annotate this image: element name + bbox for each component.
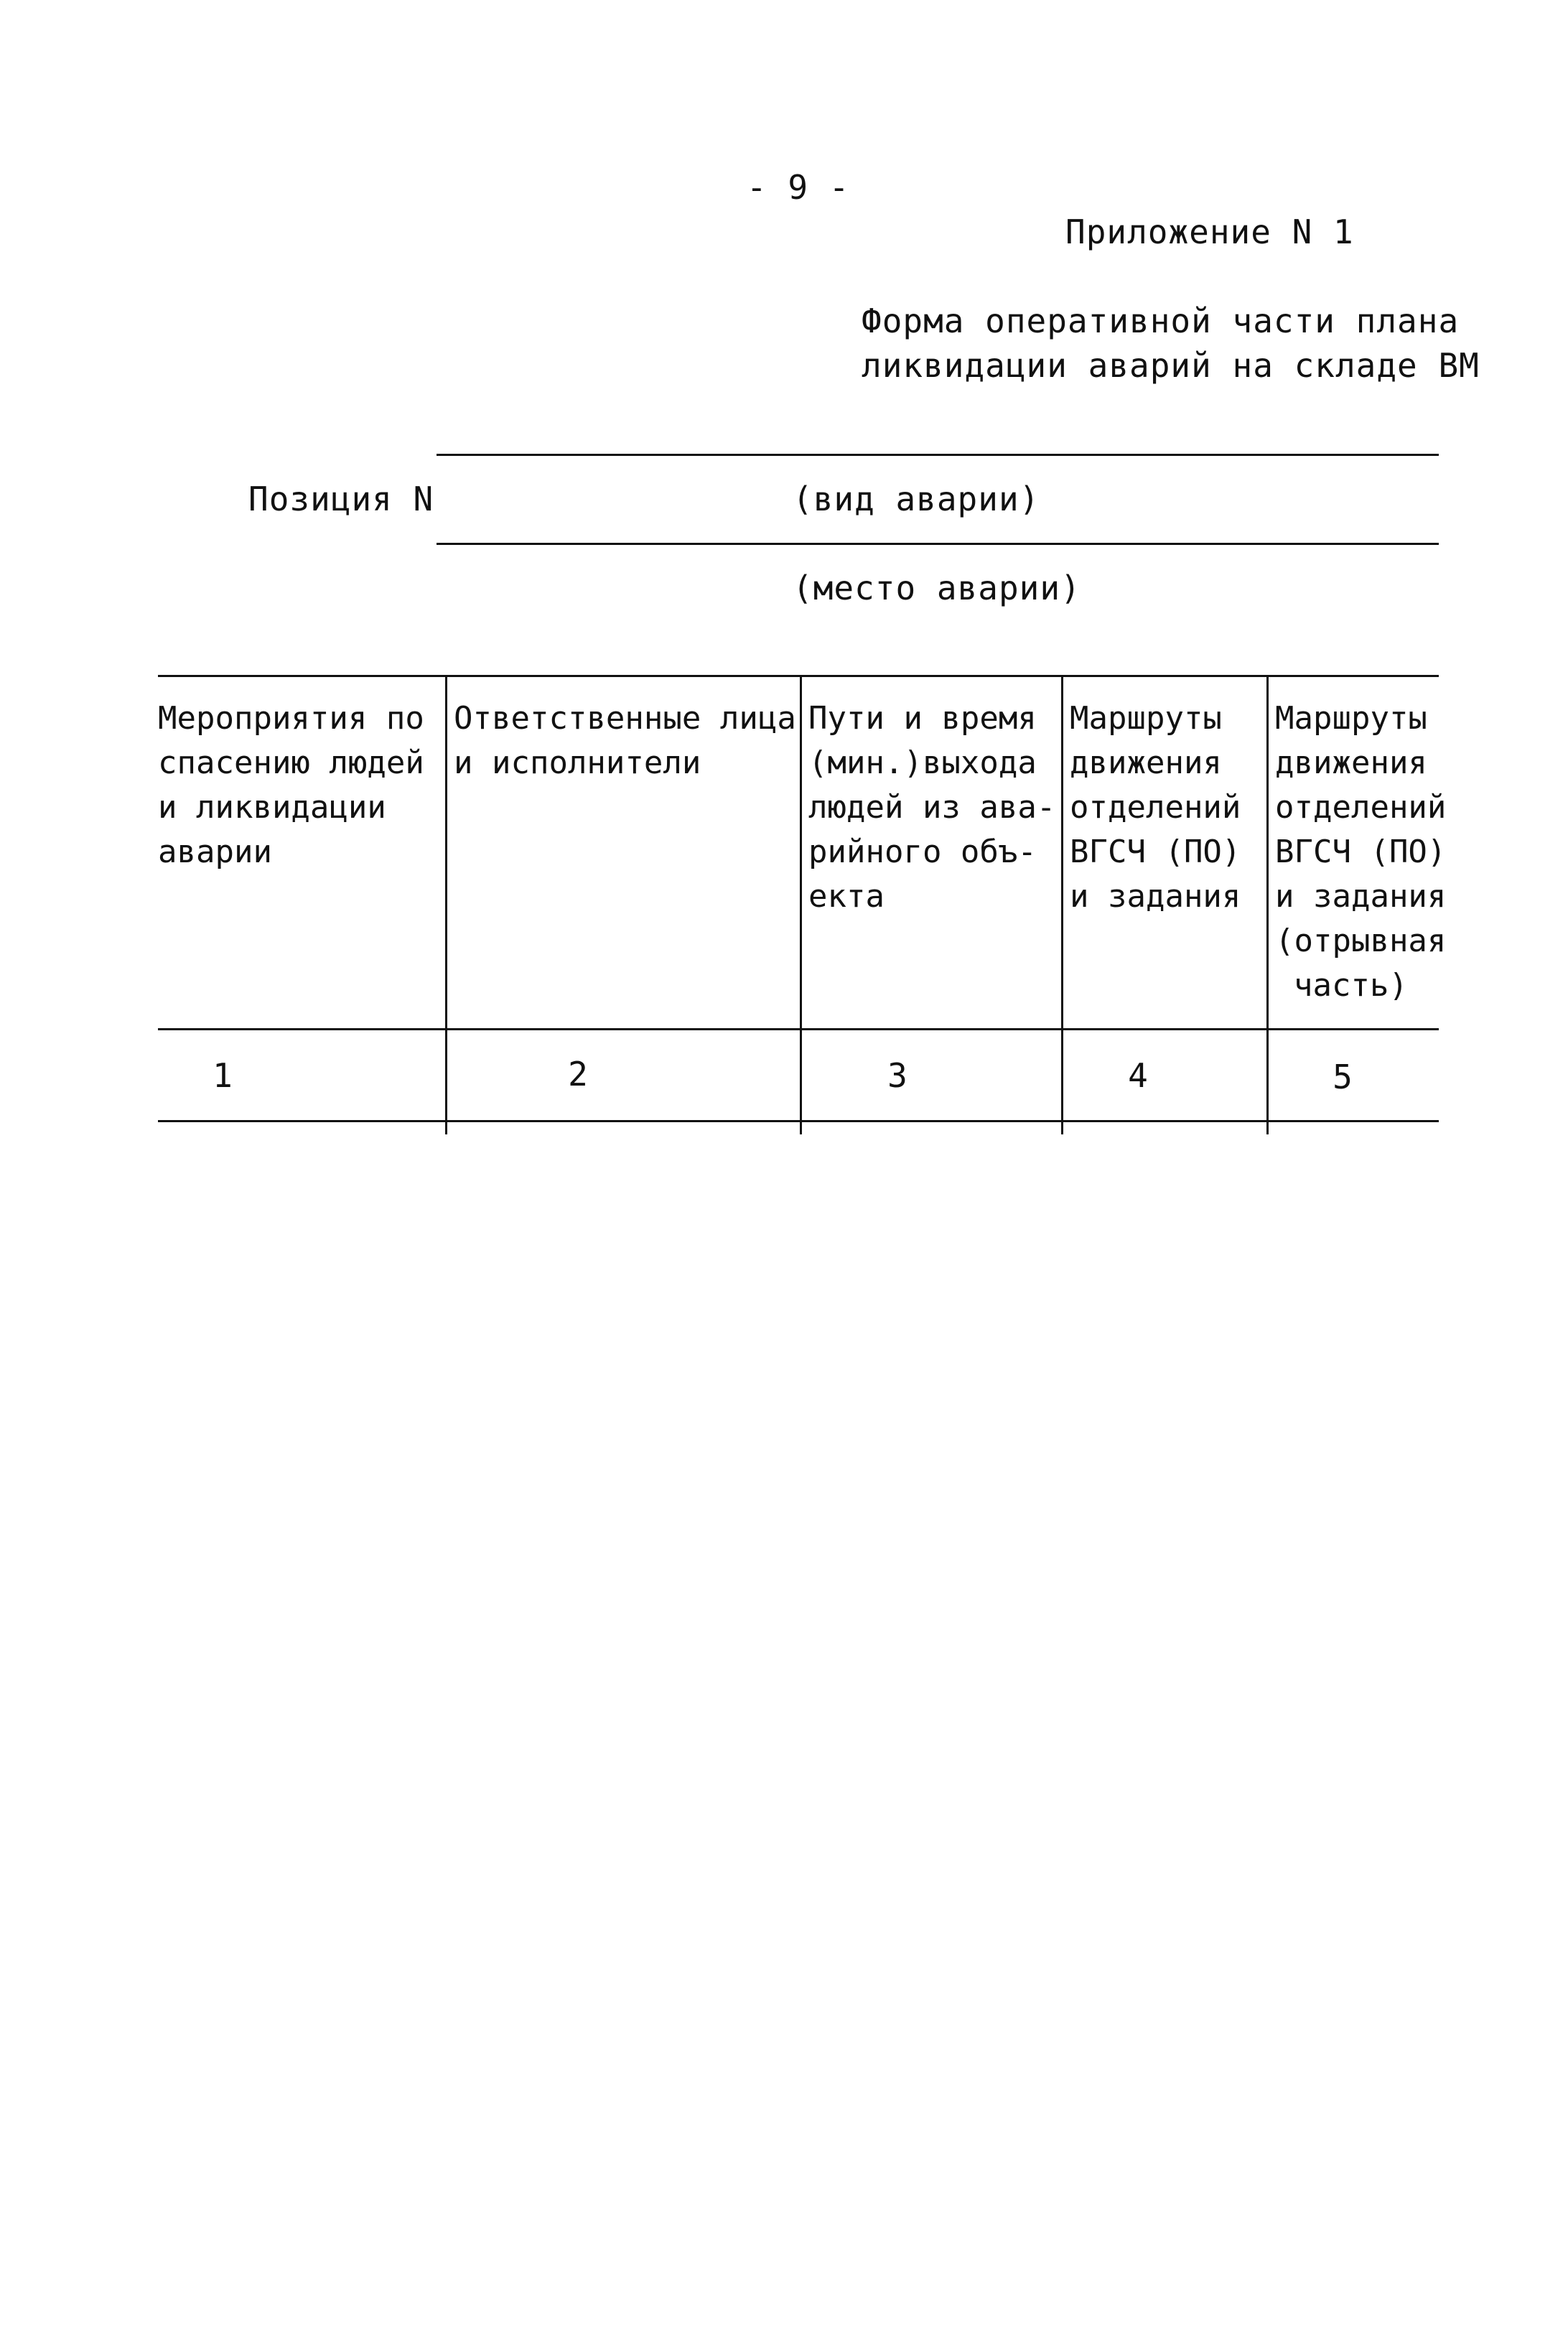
- column-number-2: 2: [568, 1055, 588, 1093]
- form-title-line-2: ликвидации аварий на складе ВМ: [862, 346, 1480, 385]
- header-line: Пути и время: [808, 700, 1037, 737]
- accident-type-line: [437, 454, 1439, 456]
- table-top-rule: [158, 675, 1439, 677]
- header-line: людей из ава-: [808, 789, 1056, 826]
- header-line: и задания: [1070, 878, 1241, 915]
- column-divider-3: [1061, 675, 1063, 1134]
- header-line: Ответственные лица: [454, 700, 796, 737]
- header-line: Мероприятия по: [158, 700, 424, 737]
- header-line: (отрывная: [1275, 923, 1447, 959]
- header-line: движения: [1070, 745, 1222, 781]
- header-line: рийного объ-: [808, 834, 1037, 870]
- header-line: ВГСЧ (ПО): [1070, 834, 1241, 870]
- column-divider-4: [1266, 675, 1269, 1134]
- header-line: Маршруты: [1275, 700, 1427, 737]
- page-number: - 9 -: [747, 168, 850, 207]
- column-divider-1: [445, 675, 447, 1134]
- column-number-1: 1: [213, 1056, 233, 1095]
- header-line: и задания: [1275, 878, 1447, 915]
- header-line: спасению людей: [158, 745, 424, 781]
- form-title-line-1: Форма оперативной части плана: [862, 302, 1460, 340]
- column-number-3: 3: [887, 1056, 907, 1095]
- header-line: отделений: [1070, 789, 1241, 826]
- appendix-label: Приложение N 1: [1065, 213, 1354, 251]
- header-line: аварии: [158, 834, 272, 870]
- header-line: отделений: [1275, 789, 1447, 826]
- accident-place-caption: (место аварии): [793, 569, 1081, 607]
- header-line: (мин.)выхода: [808, 745, 1037, 781]
- table-bottom-rule: [158, 1120, 1439, 1122]
- column-divider-2: [800, 675, 802, 1134]
- header-line: и ликвидации: [158, 789, 386, 826]
- column-number-5: 5: [1333, 1058, 1353, 1096]
- accident-place-line: [437, 543, 1439, 545]
- position-label: Позиция N: [248, 480, 434, 518]
- table-header-rule: [158, 1028, 1439, 1030]
- column-number-4: 4: [1128, 1056, 1148, 1095]
- header-line: ВГСЧ (ПО): [1275, 834, 1447, 870]
- header-line: движения: [1275, 745, 1427, 781]
- header-line: часть): [1294, 967, 1408, 1004]
- header-line: и исполнители: [454, 745, 701, 781]
- header-line: екта: [808, 878, 885, 915]
- accident-type-caption: (вид аварии): [793, 480, 1040, 518]
- header-line: Маршруты: [1070, 700, 1222, 737]
